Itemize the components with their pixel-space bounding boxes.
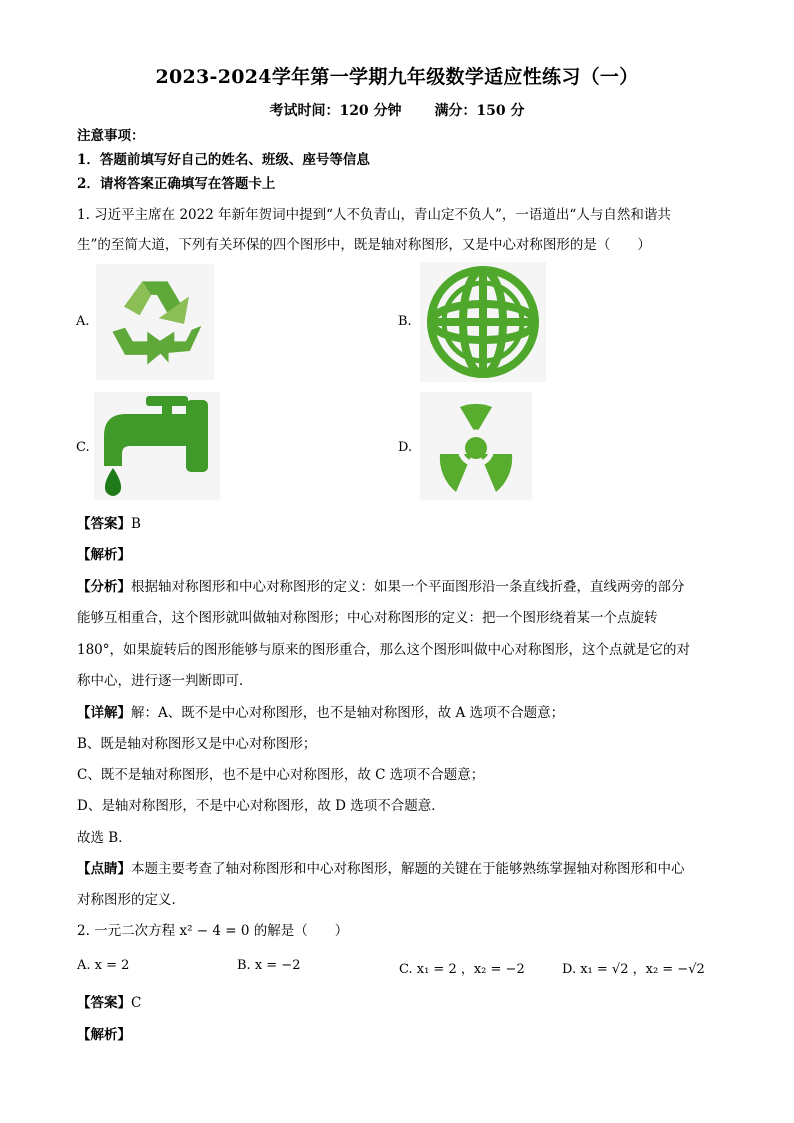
fenxi-text: 能够互相重合，这个图形就叫做轴对称图形；中心对称图形的定义：把一个图形绕着某一个点旋转: [77, 610, 658, 626]
q1-dianjing: [77, 859, 717, 879]
xiangjie-text: B、既是轴对称图形又是中心对称图形；: [77, 736, 317, 752]
page-title: 2023-2024学年第一学期九年级数学适应性练习（一）: [155, 66, 639, 88]
fenxi-tag: 【分析】: [77, 579, 131, 595]
dianjing-text: 本题主要考查了轴对称图形和中心对称图形，解题的关键在于能够熟练掌握轴对称图形和中心: [131, 861, 685, 877]
q1-option-a-label: A.: [76, 314, 90, 329]
fenxi-text: 180°，如果旋转后的图形能够与原来的图形重合，那么这个图形叫做中心对称图形，这个点就是它的对: [77, 642, 691, 658]
xiangjie-tag: 【详解】: [77, 705, 131, 721]
q2-option-c: C. x₁ = 2 ，x₂ = −2: [399, 962, 525, 977]
exam-time: 考试时间：120 分钟: [269, 103, 402, 119]
full-score: 满分：150 分: [434, 103, 525, 119]
xiangjie-text: D、是轴对称图形，不是中心对称图形，故 D 选项不合题意．: [77, 798, 445, 814]
faucet-icon: [94, 392, 220, 500]
radiation-icon: [420, 392, 532, 500]
notice-heading: 注意事项：: [77, 128, 145, 144]
q1-option-b-label: B.: [398, 314, 412, 329]
q1-answer: [77, 514, 717, 534]
q2-answer: [77, 993, 717, 1013]
xiangjie-text: 解：A、既不是中心对称图形，也不是轴对称图形，故 A 选项不合题意；: [131, 705, 565, 721]
q2-option-a: A. x = 2: [77, 958, 130, 973]
dianjing-tag: 【点睛】: [77, 861, 131, 877]
recycle-icon: [96, 264, 214, 380]
xiangjie-text: C、既不是轴对称图形，也不是中心对称图形，故 C 选项不合题意；: [77, 767, 485, 783]
q1-option-d-label: D.: [398, 440, 413, 455]
answer-tag: 【答案】: [77, 516, 131, 532]
q1-text: 1. 习近平主席在 2022 年新年贺词中提到“人不负青山，青山定不负人”，一语道出“人与自然和谐共: [77, 207, 671, 223]
fenxi-text: 称中心，进行逐一判断即可．: [77, 673, 253, 689]
notice-item: 2．请将答案正确填写在答题卡上: [77, 176, 276, 192]
xiangjie-text: 故选 B．: [77, 830, 132, 846]
q2-text: 2. 一元二次方程 x² − 4 = 0 的解是（ ）: [77, 923, 349, 939]
dianjing-text: 对称图形的定义．: [77, 892, 185, 908]
notice-item: 1．答题前填写好自己的姓名、班级、座号等信息: [77, 152, 370, 168]
answer-value: C: [131, 995, 142, 1011]
q1-fenxi: [77, 577, 717, 597]
fenxi-text: 根据轴对称图形和中心对称图形的定义：如果一个平面图形沿一条直线折叠，直线两旁的部分: [131, 579, 685, 595]
q2-option-b: B. x = −2: [237, 958, 301, 973]
globe-icon: [420, 262, 546, 382]
q1-analysis-tag: 【解析】: [77, 547, 131, 563]
q1-xiangjie: [77, 703, 717, 723]
answer-value: B: [131, 516, 141, 532]
answer-tag: 【答案】: [77, 995, 131, 1011]
q1-text: 生”的至简大道，下列有关环保的四个图形中，既是轴对称图形，又是中心对称图形的是（ ）: [77, 237, 651, 253]
q2-analysis-tag: 【解析】: [77, 1027, 131, 1043]
exam-info: [0, 100, 794, 120]
q2-option-d: D. x₁ = √2 ，x₂ = −√2: [562, 962, 705, 977]
q1-option-c-label: C.: [76, 440, 90, 455]
